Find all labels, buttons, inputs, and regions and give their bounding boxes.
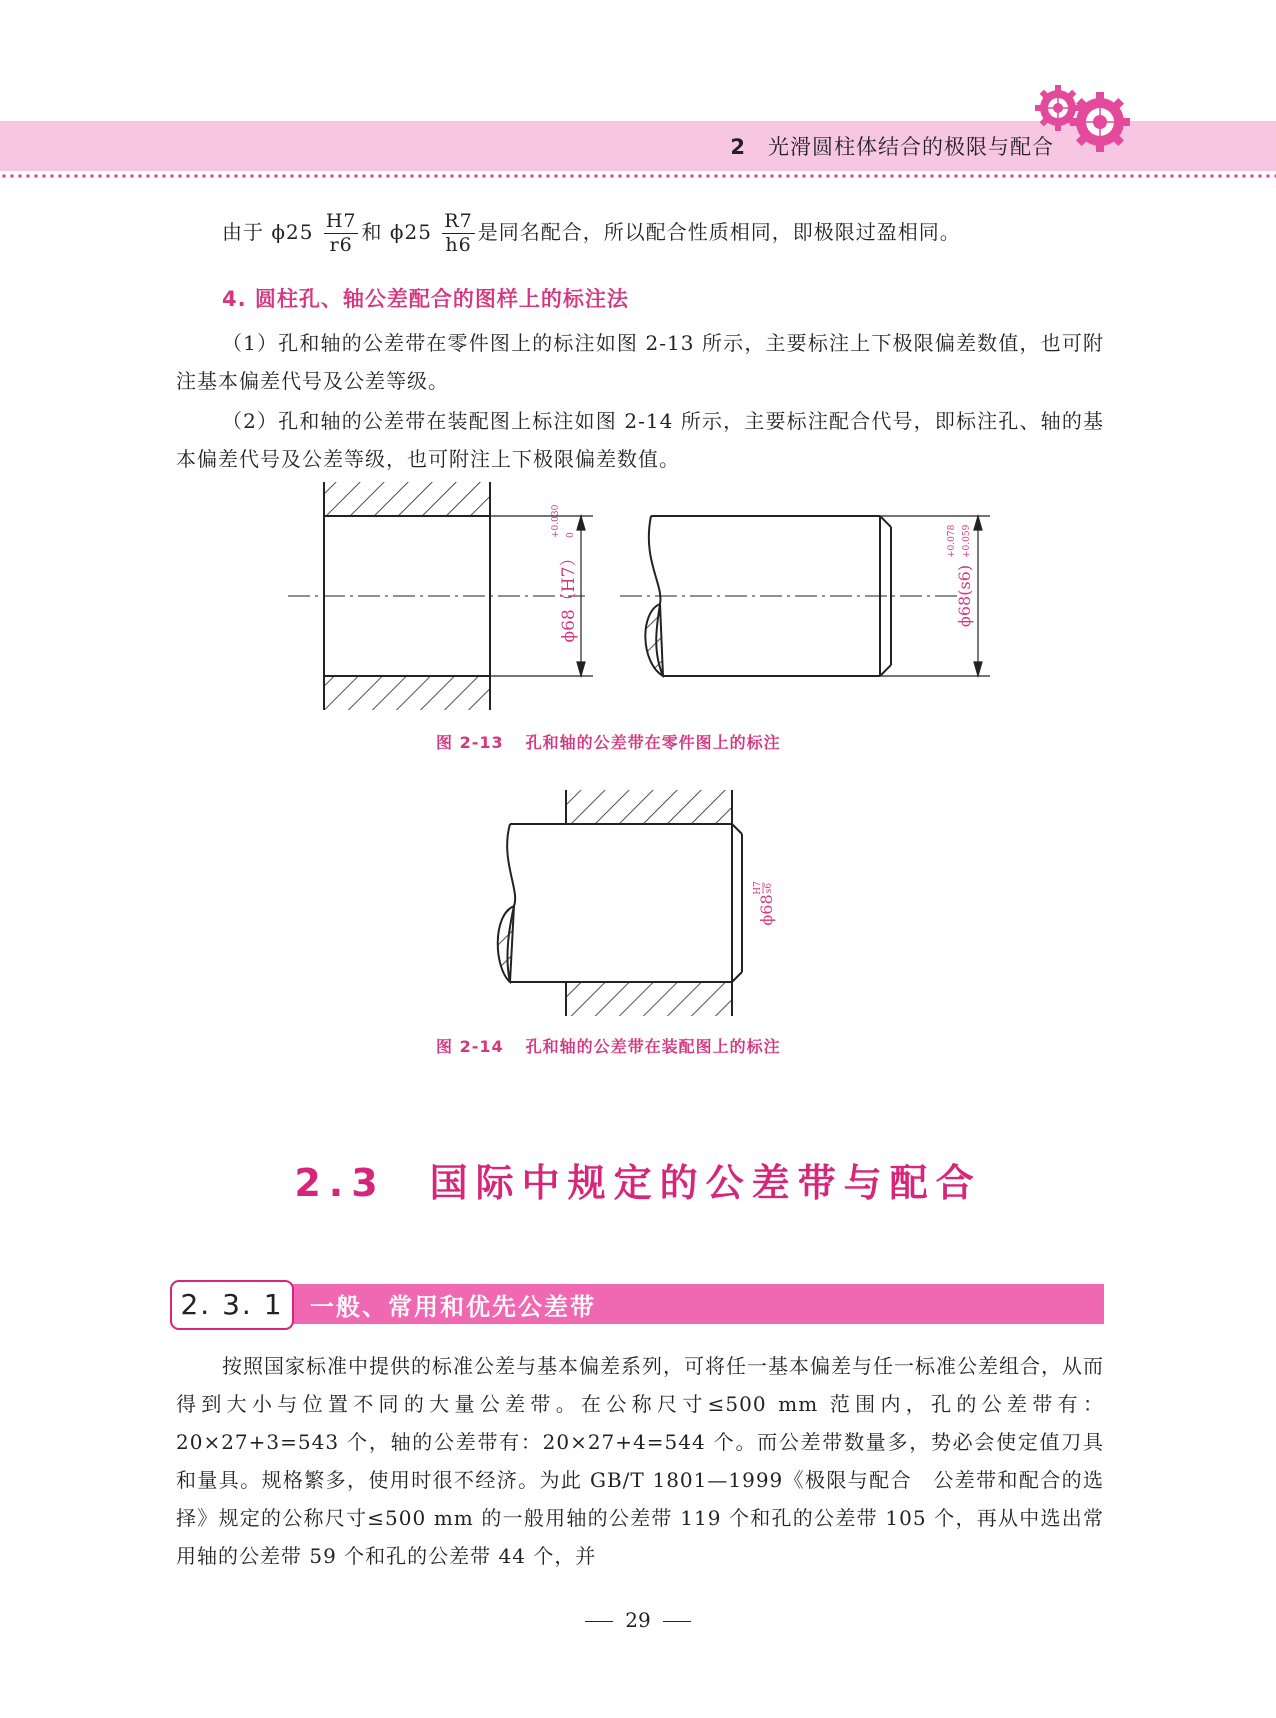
para-tolerance-zones: 按照国家标准中提供的标准公差与基本偏差系列，可将任一基本偏差与任一标准公差组合，从而得到大小与位置不同的大量公差带。在公称尺寸≤500 mm 范围内，孔的公差带有：20×27+3=543 个，轴的公差带有：20×27+4=544 个。而公差带数量多，势必会使定值刀具和量具。规格繁多，使用时很不经济。为此 GB/T 1801—1999《极限与配合 公差带和配合的选择》规定的公称尺寸≤500 mm 的一般用轴的公差带 119 个和孔的公差带 105 个，再从中选出常用轴的公差带 59 个和孔的公差带 44 个，并: [176, 1354, 1104, 1568]
running-header: [730, 131, 1054, 161]
fraction-h7-r6: $\frac{H7}{r6}$: [325, 210, 357, 256]
subsection-title: 一般、常用和优先公差带: [310, 1293, 596, 1321]
para-same-name-fit: 由于 ϕ25 $\frac{H7}{r6}$ 和 ϕ25 $\frac{R7}{h6}$ 是同名配合，所以配合性质相同，即极限过盈相同。: [222, 210, 961, 256]
assembly-part: [498, 790, 742, 1016]
fit-top: H7: [753, 881, 763, 895]
hole-lower-deviation: 0: [566, 532, 576, 538]
shaft-lower-deviation: +0.059: [962, 524, 972, 558]
subsection-number: 2. 3. 1: [170, 1280, 294, 1330]
fit-dimension-label: [753, 881, 776, 926]
fraction-r7-h6: $\frac{R7}{h6}$: [444, 210, 473, 256]
page-number: 29: [0, 1608, 1276, 1632]
header-dotted-rule: [0, 174, 1276, 178]
shaft-dim-text: ϕ68(s6): [955, 564, 974, 628]
hole-dimension-label: [551, 504, 579, 642]
chapter-number: 2: [730, 135, 746, 159]
hole-upper-deviation: +0.030: [551, 504, 561, 538]
fit-bottom: s6: [764, 882, 774, 894]
section-number: 2.3: [294, 1161, 386, 1205]
shaft-upper-deviation: +0.078: [947, 524, 957, 558]
para-assembly-drawing: （2）孔和轴的公差带在装配图上标注如图 2-14 所示，主要标注配合代号，即标注孔、轴的基本偏差代号及公差等级，也可附注上下极限偏差数值。: [176, 409, 1104, 471]
figure-2-14-drawing: [0, 785, 1276, 1025]
chapter-title: 光滑圆柱体结合的极限与配合: [768, 135, 1054, 159]
sub-heading-4: 4. 圆柱孔、轴公差配合的图样上的标注法: [222, 287, 629, 311]
shaft-dimension-label: [947, 524, 974, 627]
figure-2-13-drawing: [0, 475, 1276, 725]
gears-icon: [1028, 84, 1132, 156]
caption-figure-2-13: 图 2-13 孔和轴的公差带在零件图上的标注: [436, 733, 781, 752]
section-title-text: 国际中规定的公差带与配合: [429, 1161, 982, 1205]
hole-dim-text: ϕ68（H7）: [559, 549, 579, 643]
fit-dim-text: ϕ68: [757, 894, 776, 926]
caption-figure-2-14: 图 2-14 孔和轴的公差带在装配图上的标注: [436, 1037, 781, 1056]
section-title: [0, 1152, 1276, 1207]
para-part-drawing: （1）孔和轴的公差带在零件图上的标注如图 2-13 所示，主要标注上下极限偏差数值，也可附注基本偏差代号及公差等级。: [176, 331, 1104, 393]
